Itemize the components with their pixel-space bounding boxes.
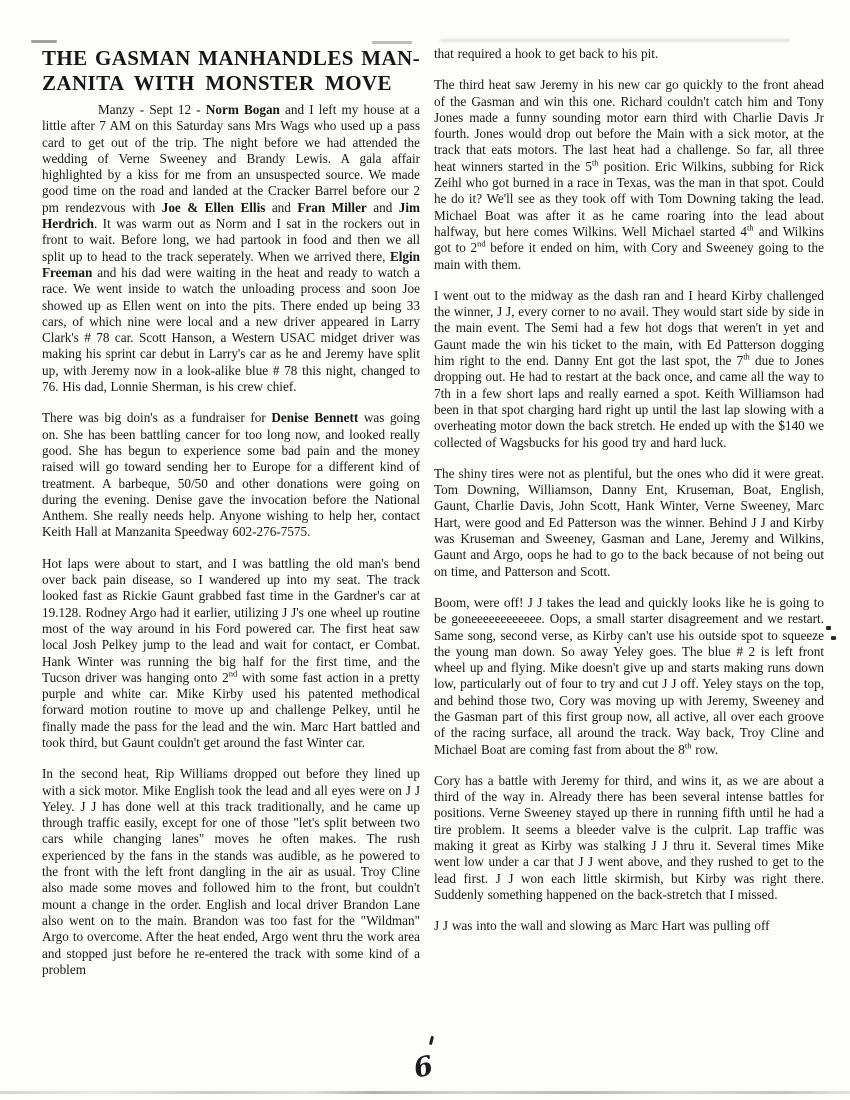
handwritten-page-number: 6 bbox=[410, 1050, 436, 1085]
scan-artifact-dash-left bbox=[31, 40, 57, 43]
text-run: and his dad were waiting in the heat and ready to watch a race. We went inside to watch the unloading process and soon Joe showed up as Ellen went on into the pits. There ended up being 33 cars, of which nine were local and a new driver appeared in Larry Clark's # 78 car. Scott Hanson, a Western USAC midget driver was making his sprint car debut in Larry's car as he and Jeremy have split up, with Jeremy now in a look-alike blue # 78 this night, changed to 76. His dad, Lonnie Sherman, is his crew chief. bbox=[42, 264, 420, 395]
scan-artifact-streak bbox=[440, 39, 790, 42]
bold-run: Elgin Freeman bbox=[42, 248, 420, 280]
text-run: was going on. She has been battling cancer for too long now, and looked really good. She has begun to experience some bad pain and the money raised will go toward sending her to Europe for a different kind of treatment. A barbeque, 50/50 and other donations were going on during the evening. Denise gave the invocation before the National Anthem. She really needs help. Anyone wishing to help her, contact Keith Hall at Manzanita Speedway 602-276-7575. bbox=[42, 410, 420, 540]
paragraph bbox=[434, 466, 824, 580]
left-column bbox=[42, 46, 420, 993]
text-run: Cory has a battle with Jeremy for third, and wins it, as we are about a third of the way in. Already there has been several intense battles for positions. Verne Sweeney stayed up there in running fifth until he had a tire problem. It seems a bleeder valve is the culprit. Lap traffic was making it great as Kirby was stalking J J thru it. Several times Mike went low under a car that J J went above, and they rushed to get to the lead first. J J won each little skirmish, but Kirby was right there. Suddenly something happened on the back-stretch that I missed. bbox=[434, 772, 824, 902]
paragraph bbox=[42, 102, 420, 395]
text-run: Boom, were off! J J takes the lead and quickly looks like he is going to be goneeeeeeeeeeee. Oops, a small starter disagreement and we restart. Same song, second verse, as Kirby can't use his outside spot to squeeze the young man down. So away Yeley goes. The blue # 2 is left front wheel up and flying. Mike doesn't give up and starts making runs down low, particularly out of four to try and cut J J off. Yeley stays on the top, and behind those two, Cory was moving up with Jeremy, Sweeney and the Gasman part of this first group now, all active, all over each groove of the racing surface, all around the track. Way back, Troy Cline and Michael Boat are coming fast from about the 8 bbox=[434, 594, 824, 757]
text-run: and bbox=[366, 199, 399, 215]
text-run: before it ended on him, with Cory and Sweeney going to the main with them. bbox=[434, 240, 825, 272]
text-run: . It was warm out as Norm and I sat in the rockers out in front to wait. Before long, we had partook in food and then we all split up to head to the track seperately. When we arrived there, bbox=[42, 216, 420, 264]
article-title bbox=[42, 46, 420, 96]
text-run: row. bbox=[691, 741, 719, 757]
scan-artifact-bottom-edge bbox=[0, 1091, 850, 1094]
bold-run: Denise Bennett bbox=[271, 410, 359, 426]
two-column-body bbox=[42, 46, 824, 993]
paragraph bbox=[434, 46, 824, 62]
right-column bbox=[434, 46, 824, 993]
superscript-run: th bbox=[747, 222, 754, 233]
bold-run: Norm Bogan bbox=[205, 102, 280, 117]
superscript-run: th bbox=[684, 740, 692, 751]
bold-run: Joe & Ellen Ellis bbox=[161, 199, 266, 215]
bold-run: Fran Miller bbox=[297, 199, 367, 215]
right-column-paragraphs bbox=[434, 46, 824, 935]
paragraph bbox=[434, 918, 824, 934]
scan-artifact-speck bbox=[831, 636, 836, 640]
text-run: position. Eric Wilkins, subbing for Rick Zeihl who got burned in a race in Texas, was the man in that spot. Could he do it? We'll see as they took off with Tom Downing taking the lead. Michael Boat was after it as he came roaring into the lead about halfway, but here comes Wilkins. Well Michael started 4 bbox=[434, 158, 824, 239]
paragraph bbox=[42, 556, 420, 752]
paragraph bbox=[42, 410, 420, 540]
text-run: due to Jones dropping out. He had to restart at the back once, and came all the way to 7th in a few short laps and really earned a spot. Keith Williamson had been in that spot charging hard right up until the last lap slowing with a overheating motor down the back stretch. He ended up with the $140 we collected of Wagsbucks for his good try and hard luck. bbox=[434, 353, 824, 450]
text-run: There was big doin's as a fundraiser for bbox=[42, 410, 272, 426]
text-run: In the second heat, Rip Williams dropped out before they lined up with a sick motor. Mike English took the lead and all eyes were on J J Yeley. J J has done well at this track traditionally, and he came up through traffic easily, except for one of those "let's split between two cars while changing lanes" moves he often makes. The rush experienced by the fans in the stands was audible, as he powered to the front with the left front dangling in the air as usual. Troy Cline also made some moves and followed him to the front, but couldn't mount a change in the order. English and local driver Brandon Lane also went on to the main. Brandon was too fast for the "Wildman" Argo to overcome. After the heat ended, Argo went thru the work area and stopped just before he re-entered the track with some kind of a problem bbox=[42, 766, 420, 977]
superscript-run: nd bbox=[228, 668, 238, 679]
article-title-line1: THE GASMAN MANHANDLES MAN- bbox=[42, 46, 420, 70]
scan-artifact-speck bbox=[826, 626, 831, 630]
superscript-run: nd bbox=[477, 238, 486, 249]
text-run: Manzy - Sept 12 - bbox=[98, 102, 206, 117]
text-run: J J was into the wall and slowing as Marc Hart was pulling off bbox=[434, 918, 770, 934]
superscript-run: th bbox=[591, 157, 599, 168]
paragraph bbox=[434, 773, 824, 903]
text-run: with some fast action in a pretty purple and white car. Mike Kirby used his patented methodical forward motion routine to move up and challenge Pelkey, until he finally made the pass for the lead and the win. Marc Hart battled and took third, but Gaunt couldn't get around the fast Winter car. bbox=[42, 669, 420, 750]
article-title-line2: ZANITA WITH MONSTER MOVE bbox=[42, 71, 392, 95]
text-run: The third heat saw Jeremy in his new car go quickly to the front ahead of the Gasman and win this one. Richard couldn't catch him and Tony Jones made a funny sounding motor earn third with Charlie Davis Jr fourth. Jones would drop out before the Main with a sick motor, at the track that eats motors. The last heat had a challenge. So far, all three heat winners started in the 5 bbox=[434, 77, 824, 174]
text-run: and I left my house at a little after 7 AM on this Saturday sans Mrs Wags who used up a pass card to get out of the trip. The night before we had attended the wedding of Verne Sweeney and Brandy Lewis. A gala affair highlighted by a kiss for me from an unsuspected source. We made good time on the road and landed at the Cracker Barrel before our 2 pm rendezvous with bbox=[42, 102, 420, 215]
text-run: that required a hook to get back to his pit. bbox=[434, 46, 659, 61]
left-column-paragraphs bbox=[42, 102, 420, 978]
paragraph bbox=[434, 595, 824, 758]
text-run: The shiny tires were not as plentiful, but the ones who did it were great. Tom Downing, Williamson, Danny Ent, Kruseman, Boat, English, Gaunt, Charlie Davis, John Scott, Hank Winter, Verne Sweeney, Marc Hart, were good and Ed Patterson was the winner. Behind J J and Kirby was Kruseman and Sweeney, Gasman and Lane, Jeremy and Wilkins, Gaunt and Argo, oops he had to go to the back because of not being out on time, and Patterson and Scott. bbox=[434, 465, 824, 579]
text-run: Hot laps were about to start, and I was battling the old man's bend over back pain disease, so I wandered up into my seat. The track looked fast as Rickie Gaunt grabbed fast time in the Gardner's car at 19.128. Rodney Argo had it earlier, utilizing J J's one wheel up routine most of the way around in his Ford powered car. The first heat saw local Josh Pelkey jump to the lead and wait for contact, er Combat. Hank Winter was running the big half for the first time, and the Tucson driver was hanging onto 2 bbox=[42, 555, 420, 685]
text-run: I went out to the midway as the dash ran and I heard Kirby challenged the winner, J J, every corner to no avail. They would start side by side in the main event. The Semi had a few hot dogs that weren't in yet and Gaunt made the win his ticket to the main, with Ed Patterson dogging him right to the end. Danny Ent got the last spot, the 7 bbox=[434, 287, 824, 369]
bold-run: Jim Herdrich bbox=[42, 199, 421, 232]
paragraph bbox=[434, 288, 824, 451]
text-run: and Wilkins got to 2 bbox=[434, 223, 824, 256]
pen-mark bbox=[429, 1036, 434, 1045]
paragraph bbox=[42, 766, 420, 978]
scan-artifact-dash-right bbox=[372, 41, 412, 44]
superscript-run: th bbox=[743, 351, 750, 362]
text-run: and bbox=[265, 199, 298, 215]
paragraph bbox=[434, 77, 824, 273]
